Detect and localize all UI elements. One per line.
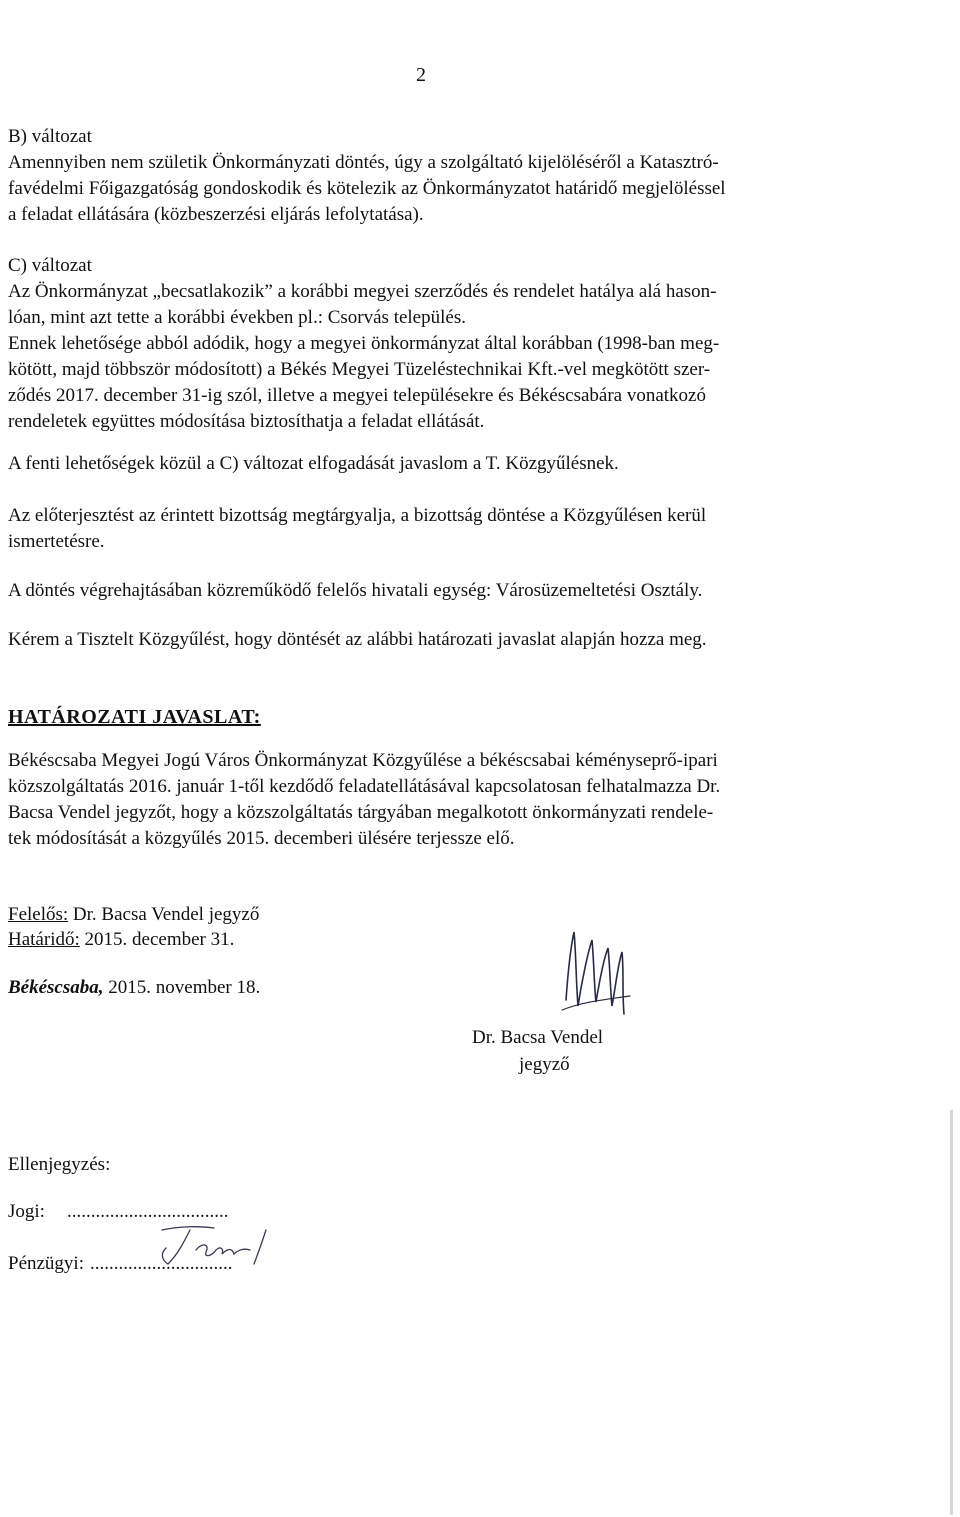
variant-b-line: a feladat ellátására (közbeszerzési eljárás lefolytatása). — [8, 204, 424, 225]
responsible-line — [8, 902, 259, 928]
countersign-title: Ellenjegyzés: — [8, 1154, 111, 1175]
place: Békéscsaba, — [8, 977, 104, 998]
variant-c-line: kötött, majd többször módosított) a Békés Megyei Tüzeléstechnikai Kft.-vel megkötött szer- — [8, 359, 711, 380]
responsible-value: Dr. Bacsa Vendel jegyző — [68, 904, 260, 925]
place-date-line — [8, 975, 260, 1001]
handwritten-signature — [552, 922, 642, 1032]
variant-c-title: C) változat — [8, 255, 92, 276]
variant-c-line: lóan, mint azt tette a korábbi években pl.: Csorvás település. — [8, 307, 466, 328]
variant-c-line: Az Önkormányzat „becsatlakozik” a korábbi megyei szerződés és rendelet hatálya alá hason- — [8, 281, 717, 302]
resolution-line: Békéscsaba Megyei Jogú Város Önkormányzat Közgyűlése a békéscsabai kéményseprő-ipari — [8, 750, 718, 771]
finance-dots: .............................. — [90, 1253, 233, 1274]
scan-edge-shadow — [950, 1110, 953, 1515]
signatory-title: jegyző — [519, 1054, 570, 1075]
variant-b-title: B) változat — [8, 126, 92, 147]
committee-paragraph: Az előterjesztést az érintett bizottság megtárgyalja, a bizottság döntése a Közgyűlésen kerül — [8, 505, 707, 526]
date: 2015. november 18. — [103, 977, 261, 998]
variant-c-line: rendeletek együttes módosítása biztosíthatja a feladat ellátását. — [8, 411, 485, 432]
variant-c-line: ződés 2017. december 31-ig szól, illetve a megyei településekre és Békéscsabára vonatkozó — [8, 385, 706, 406]
resolution-line: Bacsa Vendel jegyzőt, hogy a közszolgáltatás tárgyában megalkotott önkormányzati rendele- — [8, 802, 714, 823]
variant-b-line: favédelmi Főigazgatóság gondoskodik és kötelezik az Önkormányzatot határidő megjelöléssel — [8, 178, 726, 199]
finance-signature — [140, 1220, 290, 1270]
legal-label: Jogi: — [8, 1201, 45, 1222]
committee-paragraph: ismertetésre. — [8, 531, 105, 552]
variant-b-line: Amennyiben nem születik Önkormányzati döntés, úgy a szolgáltató kijelöléséről a Katasztró- — [8, 152, 719, 173]
resolution-line: tek módosítását a közgyűlés 2015. decemberi ülésére terjessze elő. — [8, 828, 515, 849]
responsible-unit-paragraph: A döntés végrehajtásában közreműködő felelős hivatali egység: Városüzemeltetési Osztály. — [8, 580, 703, 601]
deadline-line — [8, 927, 234, 953]
finance-label: Pénzügyi: — [8, 1253, 84, 1274]
page-number: 2 — [416, 64, 426, 86]
legal-dots: .................................. — [66, 1201, 229, 1222]
signatory-name: Dr. Bacsa Vendel — [472, 1027, 604, 1048]
deadline-label: Határidő: — [8, 929, 80, 950]
request-paragraph: Kérem a Tisztelt Közgyűlést, hogy döntését az alábbi határozati javaslat alapján hozza meg. — [8, 629, 707, 650]
resolution-line: közszolgáltatás 2016. január 1-től kezdődő feladatellátásával kapcsolatosan felhatalmazza Dr. — [8, 776, 721, 797]
proposal-paragraph: A fenti lehetőségek közül a C) változat elfogadását javaslom a T. Közgyűlésnek. — [8, 453, 619, 474]
deadline-value: 2015. december 31. — [79, 929, 235, 950]
variant-c-line: Ennek lehetősége abból adódik, hogy a megyei önkormányzat által korábban (1998-ban meg- — [8, 333, 720, 354]
resolution-heading: HATÁROZATI JAVASLAT: — [8, 706, 261, 728]
responsible-label: Felelős: — [8, 904, 69, 925]
